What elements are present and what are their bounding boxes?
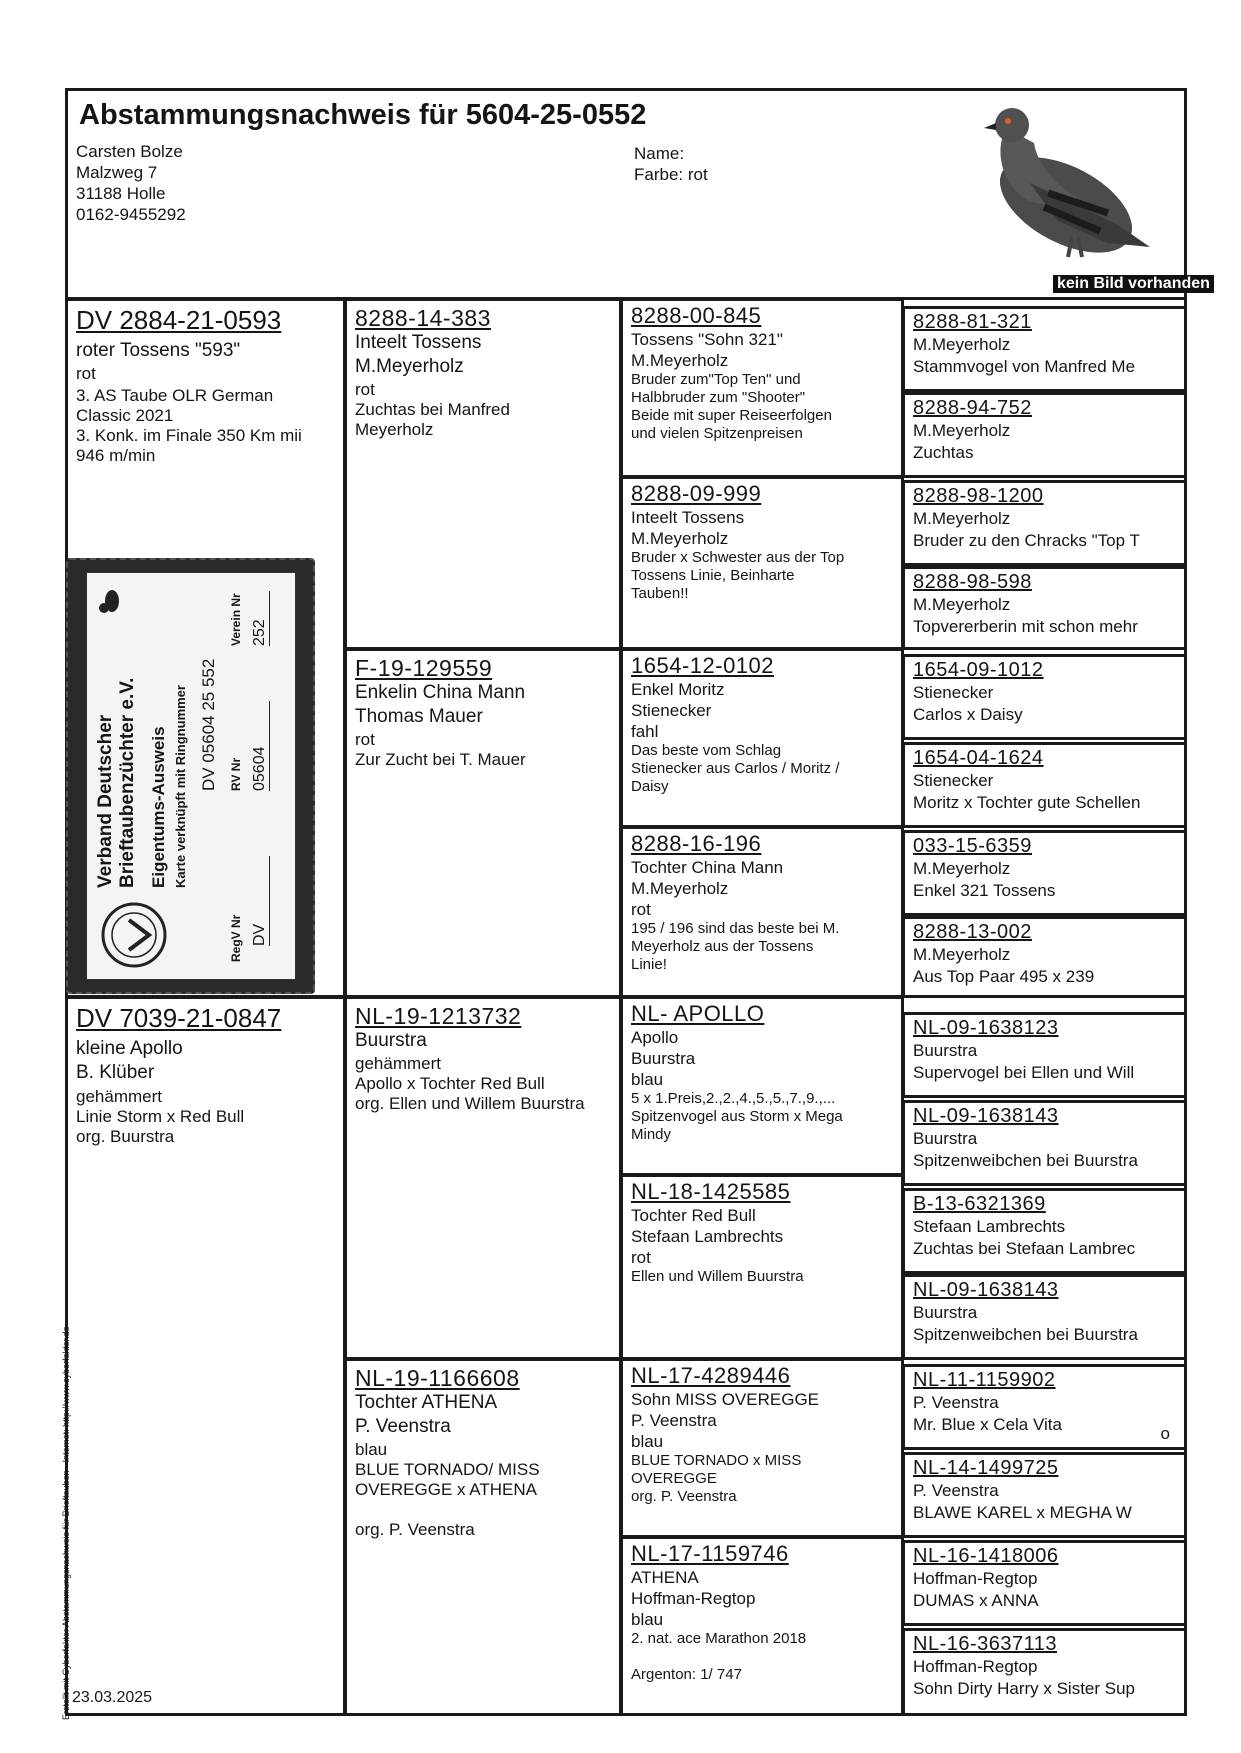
bird-notes: Das beste vom Schlag Stienecker aus Carlos / Moritz / Daisy	[631, 742, 840, 795]
bird-name: Enkelin China Mann	[355, 682, 526, 703]
ring-number: 1654-09-1012	[913, 659, 1044, 681]
bird-notes: BLUE TORNADO/ MISS OVEREGGE x ATHENA org. P. Veenstra	[355, 1460, 540, 1539]
mother-cell	[65, 996, 346, 1716]
bird-color: fahl	[631, 722, 659, 741]
gen4-cell-3	[902, 480, 1187, 566]
bird-notes: Zuchtas bei Stefaan Lambrec	[913, 1239, 1136, 1258]
bird-name: Enkel Moritz	[631, 680, 725, 699]
bird-name: Tochter Red Bull	[631, 1206, 756, 1225]
bird-notes: Supervogel bei Ellen und Will	[913, 1063, 1135, 1082]
gen4-cell-14	[902, 1452, 1187, 1538]
gen2-cell-2	[344, 648, 622, 998]
owner-street: Malzweg 7	[76, 163, 158, 182]
bird-breeder: M.Meyerholz	[913, 945, 1011, 964]
bird-notes: Stammvogel von Manfred Me	[913, 357, 1136, 376]
ownership-card	[66, 558, 315, 994]
print-date: 23.03.2025	[72, 1689, 153, 1706]
ring-number: 8288-09-999	[631, 481, 762, 506]
ring-number: 8288-98-598	[913, 571, 1032, 593]
bird-notes: Linie Storm x Red Bull org. Buurstra	[76, 1107, 245, 1146]
bird-color: blau	[631, 1432, 664, 1451]
ring-number: 8288-94-752	[913, 397, 1032, 419]
bird-breeder: Stefaan Lambrechts	[631, 1227, 784, 1246]
owner-city: 31188 Holle	[76, 184, 166, 203]
gen4-cell-11	[902, 1188, 1187, 1274]
gen3-cell-5	[620, 996, 904, 1176]
bird-breeder: P. Veenstra	[631, 1411, 717, 1430]
bird-notes: Sohn Dirty Harry x Sister Sup	[913, 1679, 1136, 1698]
pigeon-illustration	[968, 97, 1168, 267]
bird-notes: DUMAS x ANNA	[913, 1591, 1039, 1610]
ring-number: DV 7039-21-0847	[76, 1003, 282, 1033]
bird-breeder: Hoffman-Regtop	[631, 1589, 756, 1608]
ring-number: F-19-129559	[355, 655, 493, 681]
ring-number: 1654-12-0102	[631, 653, 775, 678]
gen4-cell-2	[902, 392, 1187, 478]
bird-breeder: Hoffman-Regtop	[913, 1569, 1038, 1588]
gen3-cell-8	[620, 1536, 904, 1716]
bird-breeder: M.Meyerholz	[355, 356, 464, 377]
bird-notes: Ellen und Willem Buurstra	[631, 1268, 804, 1285]
bird-name: Apollo	[631, 1028, 679, 1047]
card-title: Eigentums-Ausweis	[149, 726, 168, 888]
ring-number: 033-15-6359	[913, 835, 1032, 857]
ring-number: NL-19-1166608	[355, 1365, 520, 1391]
bird-notes: 3. AS Taube OLR German Classic 2021 3. Konk. im Finale 350 Km mii 946 m/min	[76, 386, 302, 465]
bird-color: rot	[355, 730, 375, 749]
ring-number: 8288-14-383	[355, 305, 491, 331]
bird-breeder: P. Veenstra	[913, 1481, 999, 1500]
bird-breeder: P. Veenstra	[355, 1416, 451, 1437]
bird-notes: Bruder zu den Chracks "Top T	[913, 531, 1140, 550]
ring-number: B-13-6321369	[913, 1193, 1046, 1215]
no-image-caption: kein Bild vorhanden	[1053, 275, 1214, 293]
gen4-cell-12	[902, 1274, 1187, 1360]
bird-color: rot	[631, 1248, 651, 1267]
owner-phone: 0162-9455292	[76, 205, 186, 224]
gen4-cell-13	[902, 1364, 1187, 1450]
bird-color: blau	[631, 1070, 664, 1089]
bird-name: ATHENA	[631, 1568, 699, 1587]
card-verein-value: 252	[251, 591, 270, 646]
bird-color: rot	[631, 900, 651, 919]
gen4-cell-5	[902, 654, 1187, 740]
card-rv-value: 05604	[251, 701, 270, 791]
ring-number: NL-17-4289446	[631, 1363, 791, 1388]
bird-notes: Moritz x Tochter gute Schellen	[913, 793, 1141, 812]
gen4-cell-15	[902, 1540, 1187, 1626]
gen3-cell-6	[620, 1174, 904, 1360]
gen3-cell-2	[620, 476, 904, 650]
gen3-cell-7	[620, 1358, 904, 1538]
software-credit: Erstellt mit Cyberfaktor Abstammungsnachweis für Brieftauben - Internet: http://www.cyberfaktor.de	[61, 1326, 71, 1720]
gen4-cell-10	[902, 1100, 1187, 1186]
bird-notes: Spitzenweibchen bei Buurstra	[913, 1325, 1138, 1344]
bird-name-label: Name:	[634, 144, 685, 163]
bird-notes: Zuchtas bei Manfred Meyerholz	[355, 400, 510, 439]
bird-breeder: Buurstra	[913, 1129, 978, 1148]
bird-color: blau	[355, 1440, 388, 1459]
association-logo-icon	[99, 900, 169, 970]
ring-number: NL- APOLLO	[631, 1001, 765, 1026]
bird-breeder: M.Meyerholz	[913, 421, 1011, 440]
bird-color: rot	[76, 364, 96, 383]
bird-info	[634, 143, 708, 185]
bird-breeder: Thomas Mauer	[355, 706, 483, 727]
card-regv-label: RegV Nr	[229, 914, 243, 962]
bird-breeder: M.Meyerholz	[913, 509, 1011, 528]
bird-notes: Topvererberin mit schon mehr	[913, 617, 1138, 636]
card-ring-line: DV 05604 25 552	[199, 658, 218, 791]
bird-breeder: B. Klüber	[76, 1062, 155, 1083]
bird-notes: Enkel 321 Tossens	[913, 881, 1056, 900]
ring-number: NL-16-1418006	[913, 1545, 1059, 1567]
bird-notes: Aus Top Paar 495 x 239	[913, 967, 1095, 986]
ring-number: NL-17-1159746	[631, 1541, 789, 1566]
bird-color: Farbe: rot	[634, 165, 708, 184]
bird-color: gehämmert	[355, 1054, 441, 1073]
extra-mark: o	[1160, 1424, 1170, 1443]
ownership-card-content	[91, 576, 291, 976]
bird-breeder: Buurstra	[913, 1041, 978, 1060]
bird-breeder: Stienecker	[913, 771, 994, 790]
bird-color: blau	[631, 1610, 664, 1629]
gen4-cell-9	[902, 1012, 1187, 1098]
bird-name: Tochter China Mann	[631, 858, 784, 877]
header-section	[65, 88, 1210, 300]
bird-name: Inteelt Tossens	[355, 332, 482, 353]
gen4-cell-1	[902, 306, 1187, 392]
ring-number: 8288-16-196	[631, 831, 762, 856]
bird-name: Tochter ATHENA	[355, 1392, 498, 1413]
bird-breeder: M.Meyerholz	[631, 879, 729, 898]
bird-notes: 5 x 1.Preis,2.,2.,4.,5.,5.,7.,9.,... Spitzenvogel aus Storm x Mega Mindy	[631, 1090, 843, 1143]
bird-notes: Carlos x Daisy	[913, 705, 1023, 724]
bird-notes: Apollo x Tochter Red Bull org. Ellen und Willem Buurstra	[355, 1074, 585, 1113]
ring-number: DV 2884-21-0593	[76, 305, 282, 335]
bird-breeder: Hoffman-Regtop	[913, 1657, 1038, 1676]
bird-breeder: M.Meyerholz	[631, 351, 729, 370]
ring-number: 1654-04-1624	[913, 747, 1044, 769]
ring-number: NL-09-1638123	[913, 1017, 1059, 1039]
bird-notes: Zuchtas	[913, 443, 974, 462]
ring-number: NL-14-1499725	[913, 1457, 1059, 1479]
gen4-cell-16	[902, 1628, 1187, 1716]
ring-number: NL-09-1638143	[913, 1279, 1059, 1301]
gen4-cell-7	[902, 830, 1187, 916]
bird-notes: 2. nat. ace Marathon 2018 Argenton: 1/ 747	[631, 1630, 807, 1683]
bird-breeder: M.Meyerholz	[913, 335, 1011, 354]
bird-notes: BLAWE KAREL x MEGHA W	[913, 1503, 1132, 1522]
gen4-cell-8	[902, 916, 1187, 998]
bird-notes: 195 / 196 sind das beste bei M. Meyerholz aus der Tossens Linie!	[631, 920, 840, 973]
ring-number: NL-11-1159902	[913, 1369, 1056, 1391]
bird-name: Sohn MISS OVEREGGE	[631, 1390, 820, 1409]
ring-number: 8288-81-321	[913, 311, 1032, 333]
ring-number: NL-18-1425585	[631, 1179, 791, 1204]
bird-breeder: Buurstra	[631, 1049, 696, 1068]
bird-notes: Zur Zucht bei T. Mauer	[355, 750, 526, 769]
bird-name: Tossens "Sohn 321"	[631, 330, 783, 349]
card-rv-label: RV Nr	[229, 757, 243, 791]
ring-number: 8288-13-002	[913, 921, 1032, 943]
bird-notes: BLUE TORNADO x MISS OVEREGGE org. P. Veenstra	[631, 1452, 802, 1505]
bird-notes: Bruder zum"Top Ten" und Halbbruder zum "Shooter" Beide mit super Reiseerfolgen und vielen Spitzenpreisen	[631, 371, 832, 442]
gen2-cell-1	[344, 298, 622, 650]
bird-name: Inteelt Tossens	[631, 508, 745, 527]
gen4-cell-4	[902, 566, 1187, 650]
ring-number: NL-16-3637113	[913, 1633, 1058, 1655]
bird-breeder: P. Veenstra	[913, 1393, 999, 1412]
page-title: Abstammungsnachweis für 5604-25-0552	[79, 99, 647, 131]
card-verein-label: Verein Nr	[229, 593, 243, 646]
card-regv-value: DV	[251, 856, 270, 946]
gen3-cell-3	[620, 648, 904, 828]
ownership-card-body	[86, 572, 296, 980]
bird-name: kleine Apollo	[76, 1038, 183, 1059]
gen3-cell-1	[620, 298, 904, 478]
bird-breeder: Stienecker	[631, 701, 712, 720]
bird-breeder: M.Meyerholz	[913, 859, 1011, 878]
bird-name: Buurstra	[355, 1030, 427, 1051]
bird-breeder: Stienecker	[913, 683, 994, 702]
bird-notes: Spitzenweibchen bei Buurstra	[913, 1151, 1138, 1170]
owner-address	[76, 141, 186, 225]
ring-number: 8288-98-1200	[913, 485, 1044, 507]
pigeon-emblem-icon	[95, 586, 125, 616]
owner-name: Carsten Bolze	[76, 142, 183, 161]
bird-notes: Bruder x Schwester aus der Top Tossens Linie, Beinharte Tauben!!	[631, 549, 845, 602]
gen2-cell-4	[344, 1358, 622, 1716]
bird-breeder: M.Meyerholz	[631, 529, 729, 548]
ring-number: NL-09-1638143	[913, 1105, 1059, 1127]
bird-color: rot	[355, 380, 375, 399]
bird-notes-color: gehämmert	[76, 1087, 162, 1106]
gen4-cell-6	[902, 742, 1187, 828]
ring-number: 8288-00-845	[631, 303, 762, 328]
card-org-line1: Verband Deutscher	[95, 714, 116, 888]
bird-breeder: M.Meyerholz	[913, 595, 1011, 614]
gen3-cell-4	[620, 826, 904, 998]
card-subtitle: Karte verknüpft mit Ringnummer	[173, 685, 188, 888]
bird-breeder: Stefaan Lambrechts	[913, 1217, 1066, 1236]
ring-number: NL-19-1213732	[355, 1003, 522, 1029]
card-org-line2: Brieftaubenzüchter e.V.	[117, 677, 138, 888]
gen2-cell-3	[344, 996, 622, 1360]
bird-notes: Mr. Blue x Cela Vita	[913, 1415, 1062, 1434]
bird-name: roter Tossens "593"	[76, 340, 241, 361]
bird-breeder: Buurstra	[913, 1303, 978, 1322]
